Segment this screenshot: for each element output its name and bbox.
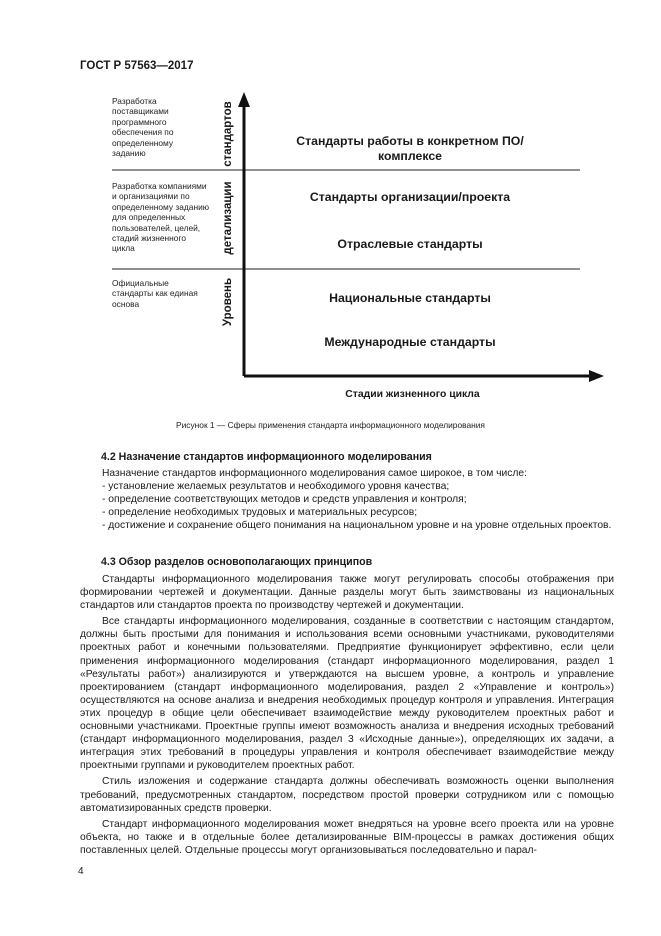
section-heading-4-3: 4.3 Обзор разделов основополагающих принципов [101, 556, 373, 568]
list-item: - установление желаемых результатов и необходимого уровня качества; [102, 481, 450, 493]
figure-axes [0, 0, 661, 420]
page-number: 4 [78, 866, 84, 877]
y-axis-word-level: Уровень [222, 277, 234, 327]
section-4-2-intro: Назначение стандартов информационного моделирования самое широкое, в том числе: [102, 468, 528, 479]
x-axis-label: Стадии жизненного цикла [345, 389, 480, 400]
level-label-organizations: Разработка компаниями и организациями по определенному заданию для определенных пользователей, целей, стадий жизненного цикла [112, 181, 210, 254]
section-heading-4-2: 4.2 Назначение стандартов информационного моделирования [101, 451, 432, 463]
section-4-3-body [80, 573, 614, 857]
paragraph: Стиль изложения и содержание стандарта должны обеспечивать возможность оценки выполнения требований, предусмотренных стандартом, посредством простой проверки сотрудником или с помощью автоматизированных средств проверки. [80, 776, 614, 814]
list-item: - определение необходимых трудовых и материальных ресурсов; [102, 507, 418, 519]
standard-organization: Стандарты организации/проекта [309, 190, 511, 204]
figure-caption: Рисунок 1 — Сферы применения стандарта информационного моделирования [176, 420, 485, 430]
standard-industry: Отраслевые стандарты [337, 237, 483, 251]
paragraph: Стандарт информационного моделирования может внедряться на уровне всего проекта или на уровне объекта, но также и в отдельные более детализированные BIM-процессы в рамках достижения общих поставленных целей. Отдельные процессы могут организовываться последовательно и парал- [80, 818, 614, 856]
x-axis-arrowhead [589, 370, 604, 382]
section-4-2-body [80, 467, 614, 532]
level-label-official: Официальные стандарты как единая основа [112, 278, 198, 309]
document-code: ГОСТ Р 57563—2017 [80, 60, 194, 72]
list-item: - достижение и сохранение общего понимания на национальном уровне и на уровне отдельных проектов. [102, 520, 612, 532]
list-item: - определение соответствующих методов и средств управления и контроля; [102, 494, 467, 506]
standard-national: Национальные стандарты [329, 291, 491, 305]
level-label-software: Разработка поставщиками программного обеспечения по определенному заданию [112, 96, 174, 159]
y-axis-arrowhead [238, 92, 250, 107]
standard-international: Международные стандарты [324, 335, 496, 349]
standard-software: Стандарты работы в конкретном ПО/комплексе [296, 134, 524, 163]
y-axis-word-standards: стандартов [222, 101, 234, 167]
y-axis-word-detail: детализации [222, 181, 234, 255]
paragraph: Стандарты информационного моделирования также могут регулировать способы отображения при формировании чертежей и документации. Данные разделы могут быть заимствованы из национальных стандартов или стандартов проекта по производству чертежей и документации. [80, 574, 614, 612]
paragraph: Все стандарты информационного моделирования, созданные в соответствии с настоящим стандартом, должны быть простыми для понимания и использования всеми основными участниками, руководителями проектных работ и конечными пользователями. Предприятие функционирует эффективно, если цели применения информационного моделирования (стандарт информационного моделирования, раздел 1 «Результаты работ») анализируются и утверждаются на высшем уровне, а контроль и управление проектированием (стандарт информационного моделирования, раздел 2 «Управление и контроль») осуществляются на основе анализа и внедрения необходимых процедур контроля и управления. Интеграция этих процедур в общие цели обеспечивает взаимодействие между руководителем проектных работ и основными участниками. Проектные группы имеют возможность анализа и внедрения исходных требований (стандарт информационного моделирования, раздел 3 «Исходные данные»), определяющих их задачи, а интеграция этих требований в процедуры управления и контроля обеспечивает взаимодействие между проектными группами и руководителем проектных работ. [80, 616, 614, 772]
